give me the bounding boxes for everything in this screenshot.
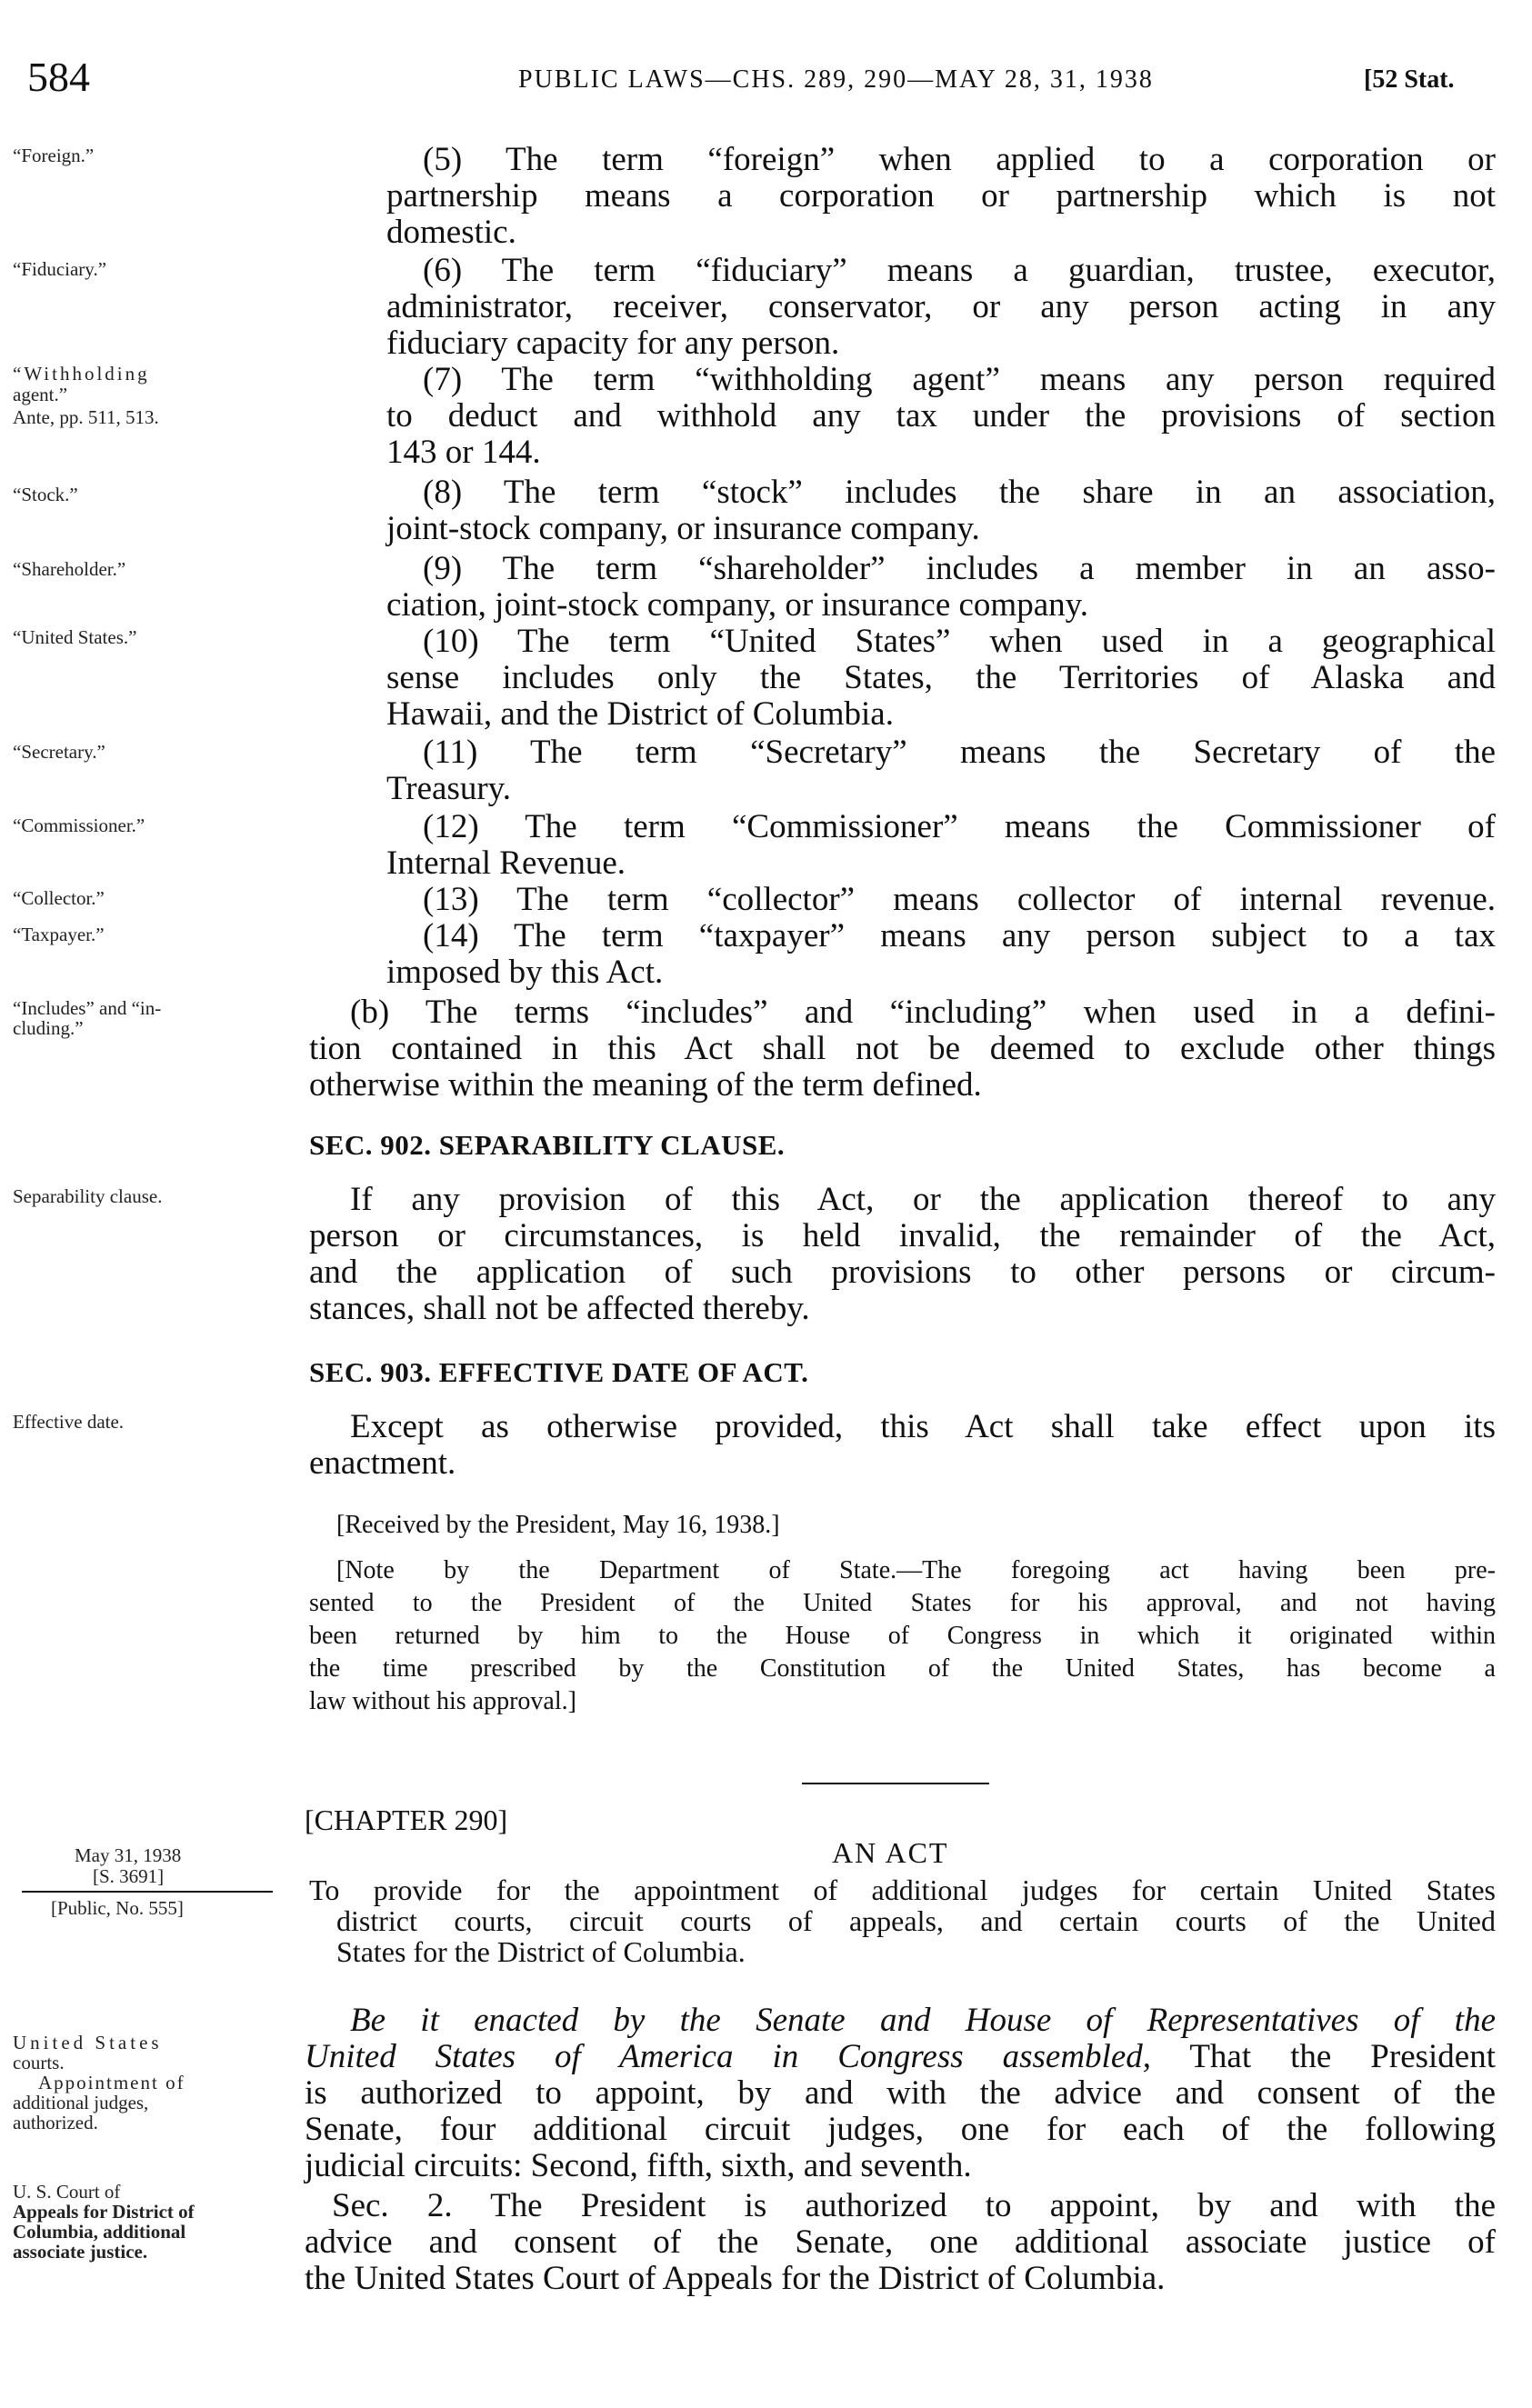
act-title-line-3: States for the District of Columbia. xyxy=(336,1935,746,1968)
subsection-b-line-1: (b) The terms “includes” and “including” when used in a defini- xyxy=(350,994,1496,1031)
act-title-line-2: district courts, circuit courts of appeals, and certain courts of the United xyxy=(336,1904,1496,1937)
definition-10-line-2: sense includes only the States, the Territories of Alaska and xyxy=(386,659,1496,696)
definition-5-line-1: (5) The term “foreign” when applied to a corporation or xyxy=(423,141,1496,178)
subsection-b-line-3: otherwise within the meaning of the term defined. xyxy=(309,1066,982,1104)
section-902-line-4: stances, shall not be affected thereby. xyxy=(309,1290,810,1327)
section-902-line-2: person or circumstances, is held invalid, the remainder of the Act, xyxy=(309,1217,1496,1254)
margin-note-date: May 31, 1938 xyxy=(75,1844,182,1866)
margin-note-withholding-cite: Ante, pp. 511, 513. xyxy=(13,406,159,428)
margin-note-us-courts-3: Appointment of xyxy=(38,2072,185,2093)
margin-note-withholding-2: agent.” xyxy=(13,384,68,405)
act-title-line-1: To provide for the appointment of additional judges for certain United States xyxy=(309,1873,1496,1906)
definition-6-line-3: fiduciary capacity for any person. xyxy=(386,325,840,362)
section-903-heading: SEC. 903. EFFECTIVE DATE OF ACT. xyxy=(309,1356,809,1388)
state-note-line-3: been returned by him to the House of Congress in which it originated within xyxy=(309,1622,1496,1650)
section-2-line-3: the United States Court of Appeals for the District of Columbia. xyxy=(305,2260,1166,2297)
margin-note-bill: [S. 3691] xyxy=(93,1865,165,1887)
state-note-line-5: law without his approval.] xyxy=(309,1687,576,1715)
chapter-divider xyxy=(802,1783,989,1784)
margin-note-shareholder: “Shareholder.” xyxy=(13,558,126,580)
definition-14-line-2: imposed by this Act. xyxy=(386,954,664,991)
subsection-b-line-2: tion contained in this Act shall not be deemed to exclude other things xyxy=(309,1030,1496,1067)
enacting-line-4: Senate, four additional circuit judges, one for each of the following xyxy=(305,2111,1496,2148)
definition-12-line-1: (12) The term “Commissioner” means the Commissioner of xyxy=(423,808,1496,845)
margin-note-court-appeals-3: Columbia, additional xyxy=(13,2221,186,2243)
definition-5-line-2: partnership means a corporation or partnership which is not xyxy=(386,177,1496,215)
margin-note-commissioner: “Commissioner.” xyxy=(13,814,145,836)
enacting-line-1: Be it enacted by the Senate and House of Representatives of the xyxy=(350,2002,1496,2039)
margin-note-includes-1: “Includes” and “in- xyxy=(13,997,162,1019)
chapter-label: [CHAPTER 290] xyxy=(305,1804,508,1836)
definition-7-line-1: (7) The term “withholding agent” means any person required xyxy=(423,361,1496,398)
definition-12-line-2: Internal Revenue. xyxy=(386,844,626,882)
definition-8-line-1: (8) The term “stock” includes the share in an association, xyxy=(423,474,1496,511)
margin-note-us-courts-1: United States xyxy=(13,2032,163,2053)
enacting-line-5: judicial circuits: Second, fifth, sixth, and seventh. xyxy=(305,2147,972,2184)
act-heading: AN ACT xyxy=(832,1836,949,1869)
definition-11-line-2: Treasury. xyxy=(386,770,512,807)
margin-note-separability: Separability clause. xyxy=(13,1185,163,1207)
margin-note-includes-2: cluding.” xyxy=(13,1017,84,1039)
margin-note-effective-date: Effective date. xyxy=(13,1411,125,1433)
enacting-rest-2: That the President xyxy=(1151,2038,1496,2075)
definition-6-line-1: (6) The term “fiduciary” means a guardian, trustee, executor, xyxy=(423,252,1496,289)
state-note-line-1: [Note by the Department of State.—The foregoing act having been pre- xyxy=(336,1556,1496,1584)
margin-note-stock: “Stock.” xyxy=(13,484,78,505)
section-902-line-3: and the application of such provisions to other persons or circum- xyxy=(309,1254,1496,1291)
margin-note-collector: “Collector.” xyxy=(13,887,105,909)
enacting-italic-2: United States of America in Congress assembled, xyxy=(305,2038,1152,2075)
page-number: 584 xyxy=(27,54,90,100)
margin-note-public-no: [Public, No. 555] xyxy=(51,1897,184,1919)
margin-note-court-appeals-4: associate justice. xyxy=(13,2241,148,2263)
page-header xyxy=(0,53,1532,107)
volume-reference: [52 Stat. xyxy=(1364,65,1455,94)
definition-10-line-3: Hawaii, and the District of Columbia. xyxy=(386,695,894,733)
margin-note-court-appeals-1: U. S. Court of xyxy=(13,2181,121,2203)
definition-14-line-1: (14) The term “taxpayer” means any person subject to a tax xyxy=(423,917,1496,954)
section-902-heading: SEC. 902. SEPARABILITY CLAUSE. xyxy=(309,1129,786,1161)
definition-6-line-2: administrator, receiver, conservator, or any person acting in any xyxy=(386,288,1496,325)
enacting-line-3: is authorized to appoint, by and with the advice and consent of the xyxy=(305,2074,1496,2112)
definition-11-line-1: (11) The term “Secretary” means the Secretary of the xyxy=(423,734,1496,771)
definition-5-line-3: domestic. xyxy=(386,214,516,251)
enacting-line-2 xyxy=(305,2039,1496,2075)
definition-7-line-2: to deduct and withhold any tax under the provisions of section xyxy=(386,397,1496,435)
margin-note-taxpayer: “Taxpayer.” xyxy=(13,924,105,945)
running-head: PUBLIC LAWS—CHS. 289, 290—MAY 28, 31, 1938 xyxy=(518,65,1154,94)
margin-note-us-courts-5: authorized. xyxy=(13,2112,98,2133)
definition-13-line-1: (13) The term “collector” means collector of internal revenue. xyxy=(423,881,1496,918)
section-903-line-2: enactment. xyxy=(309,1444,456,1482)
state-note-line-2: sented to the President of the United States for his approval, and not having xyxy=(309,1589,1496,1617)
definition-9-line-1: (9) The term “shareholder” includes a member in an asso- xyxy=(423,550,1496,587)
definition-7-line-3: 143 or 144. xyxy=(386,434,541,471)
received-note: [Received by the President, May 16, 1938.] xyxy=(336,1511,780,1539)
section-2-line-1: Sec. 2. The President is authorized to appoint, by and with the xyxy=(332,2187,1496,2224)
margin-divider xyxy=(22,1891,273,1893)
margin-note-united-states: “United States.” xyxy=(13,626,137,648)
section-2-line-2: advice and consent of the Senate, one additional associate justice of xyxy=(305,2223,1496,2261)
margin-note-us-courts-2: courts. xyxy=(13,2052,65,2073)
margin-note-withholding-1: “Withholding xyxy=(13,363,150,385)
margin-note-fiduciary: “Fiduciary.” xyxy=(13,258,107,280)
definition-9-line-2: ciation, joint-stock company, or insurance company. xyxy=(386,586,1088,624)
state-note-line-4: the time prescribed by the Constitution of the United States, has become a xyxy=(309,1654,1496,1683)
margin-note-us-courts-4: additional judges, xyxy=(13,2092,149,2113)
margin-note-court-appeals-2: Appeals for District of xyxy=(13,2201,195,2223)
section-902-line-1: If any provision of this Act, or the application thereof to any xyxy=(350,1181,1496,1218)
definition-10-line-1: (10) The term “United States” when used in a geographical xyxy=(423,623,1496,660)
definition-8-line-2: joint-stock company, or insurance company. xyxy=(386,510,980,547)
margin-note-secretary: “Secretary.” xyxy=(13,741,105,763)
section-903-line-1: Except as otherwise provided, this Act shall take effect upon its xyxy=(350,1408,1496,1445)
margin-note-foreign: “Foreign.” xyxy=(13,145,95,166)
